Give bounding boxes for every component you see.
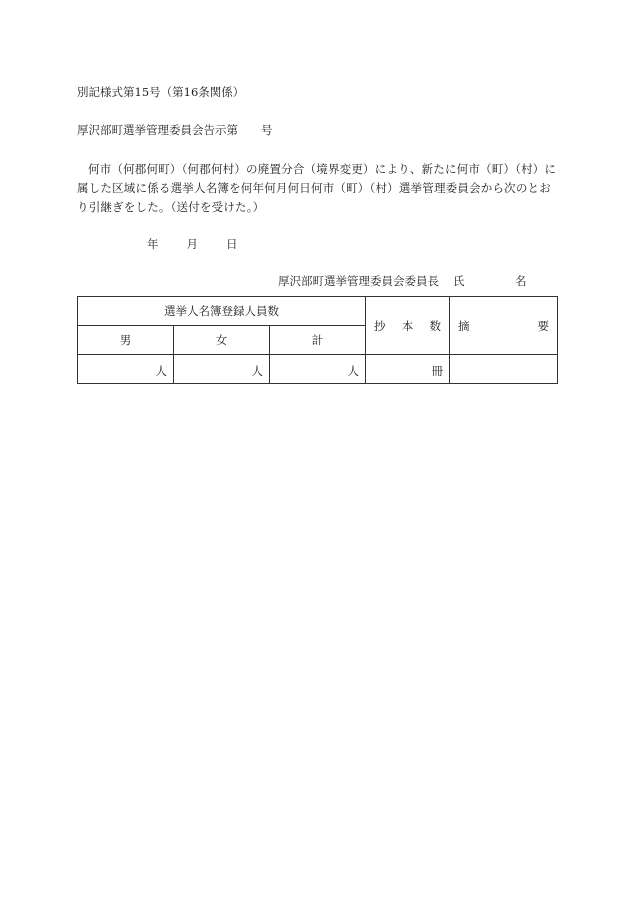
female-header: 女 bbox=[174, 326, 270, 355]
copies-cell: 冊 bbox=[366, 355, 450, 384]
signature-name-2: 名 bbox=[515, 274, 527, 288]
signature-line bbox=[278, 273, 529, 289]
date-year: 年 bbox=[147, 237, 159, 251]
group-header: 選挙人名簿登録人員数 bbox=[78, 297, 366, 326]
copies-header: 抄 本 数 bbox=[366, 297, 450, 355]
registry-table bbox=[77, 296, 558, 384]
signature-name-1: 氏 bbox=[453, 274, 465, 288]
remarks-cell bbox=[450, 355, 558, 384]
male-header: 男 bbox=[78, 326, 174, 355]
total-cell: 人 bbox=[270, 355, 366, 384]
female-cell: 人 bbox=[174, 355, 270, 384]
date-line bbox=[147, 236, 238, 252]
signature-title: 厚沢部町選挙管理委員会委員長 bbox=[278, 274, 439, 288]
male-cell: 人 bbox=[78, 355, 174, 384]
notice-title: 厚沢部町選挙管理委員会告示第 号 bbox=[77, 123, 273, 137]
date-month: 月 bbox=[186, 237, 198, 251]
total-header: 計 bbox=[270, 326, 366, 355]
body-text: 何市（何郡何町）（何郡何村）の廃置分合（境界変更）により、新たに何市（町）（村）に属した区域に係る選挙人名簿を何年何月何日何市（町）（村）選挙管理委員会から次のとおり引継ぎをした。（送付を受けた。） bbox=[77, 162, 557, 214]
form-number: 別記様式第15号（第16条関係） bbox=[77, 85, 245, 99]
date-day: 日 bbox=[226, 237, 238, 251]
remarks-header: 摘 要 bbox=[450, 297, 558, 355]
